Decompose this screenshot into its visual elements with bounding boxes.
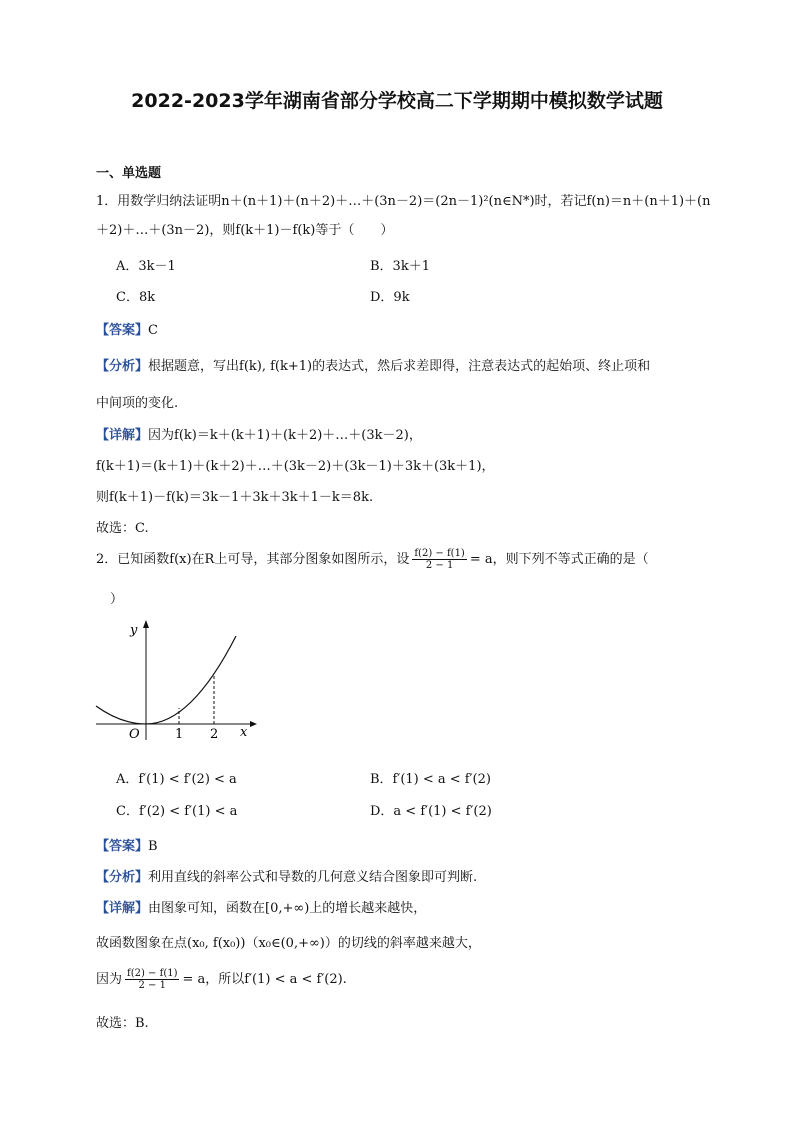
q2-detail [96,897,426,916]
q1-stem-line1: 1．用数学归纳法证明n＋(n＋1)＋(n＋2)＋…＋(3n－2)＝(2n－1)²(n∈N*)时，若记f(n)＝n＋(n＋1)＋(n [96,194,711,209]
q2-detail-line2: 故函数图象在点(x₀, f(x₀))（x₀∈(0,+∞)）的切线的斜率越来越大， [96,936,481,951]
q1-stem-line2: ＋2)＋…＋(3n－2)，则f(k＋1)－f(k)等于（ ） [96,223,394,238]
tick-label-2: 2 [210,727,219,742]
answer-tag: 【答案】 [96,839,149,854]
q2-fraction [412,548,466,571]
answer-tag: 【答案】 [96,323,149,338]
function-graph [94,614,264,744]
analysis-text: 根据题意，写出f(k), f(k+1)的表达式，然后求差即得，注意表达式的起始项、终止项和 [148,359,651,374]
y-axis-arrow-icon [143,620,149,628]
analysis-tag: 【分析】 [96,870,149,885]
q2-choose: 故选：B. [96,1016,149,1031]
q2-detail-line3 [96,968,347,991]
fraction-denominator: 2 − 1 [425,560,454,571]
curve [96,636,236,724]
q2-option-b: B．f′(1) < a < f′(2) [370,772,491,787]
fraction-numerator: f(2) − f(1) [127,968,178,979]
q1-detail [96,424,422,443]
q2-stem [96,548,649,571]
q2-detail-fraction [125,968,179,991]
detail3-a: 因为 [96,972,123,987]
q1-answer [96,319,158,338]
q2-analysis [96,866,477,885]
q1-option-c: C．8k [116,290,156,305]
answer-value: C [148,323,158,338]
x-axis-label: x [240,725,248,740]
q2-stem-close: ） [110,592,124,607]
y-axis-label: y [130,623,138,638]
section-heading: 一、单选题 [96,166,162,181]
detail-tag: 【详解】 [96,901,149,916]
q2-stem-b: = a，则下列不等式正确的是（ [469,552,649,567]
tick-label-1: 1 [175,727,184,742]
q2-answer [96,835,158,854]
q1-detail-line2: f(k＋1)＝(k＋1)＋(k＋2)＋…＋(3k－2)＋(3k－1)＋3k＋(3k＋1)， [96,459,495,474]
q2-stem-a: 2．已知函数f(x)在R上可导，其部分图象如图所示，设 [96,552,410,567]
analysis-tag: 【分析】 [96,359,149,374]
q1-analysis [96,355,650,374]
q1-choose: 故选：C. [96,521,149,536]
origin-label: O [129,727,140,742]
q1-option-d: D．9k [370,290,410,305]
fraction-denominator: 2 − 1 [138,980,166,991]
q1-option-b: B．3k＋1 [370,259,430,274]
detail-text: 由图象可知，函数在[0,+∞)上的增长越来越快， [148,901,427,916]
q2-option-a: A．f′(1) < f′(2) < a [116,772,237,787]
detail-text: 因为f(k)＝k＋(k＋1)＋(k＋2)＋…＋(3k－2)， [148,428,422,443]
x-axis-arrow-icon [250,721,257,727]
answer-value: B [148,839,158,854]
fraction-numerator: f(2) − f(1) [414,548,465,559]
q1-option-a: A．3k－1 [116,259,176,274]
q2-option-c: C．f′(2) < f′(1) < a [116,804,238,819]
q1-detail-line3: 则f(k＋1)－f(k)＝3k－1＋3k＋3k＋1－k＝8k. [96,490,374,505]
q1-analysis-line2: 中间项的变化. [96,396,179,411]
q2-option-d: D．a < f′(1) < f′(2) [370,804,492,819]
page-title: 2022-2023学年湖南省部分学校高二下学期期中模拟数学试题 [131,90,663,112]
analysis-text: 利用直线的斜率公式和导数的几何意义结合图象即可判断. [148,870,478,885]
detail-tag: 【详解】 [96,428,149,443]
detail3-b: = a，所以f′(1) < a < f′(2). [182,972,347,987]
